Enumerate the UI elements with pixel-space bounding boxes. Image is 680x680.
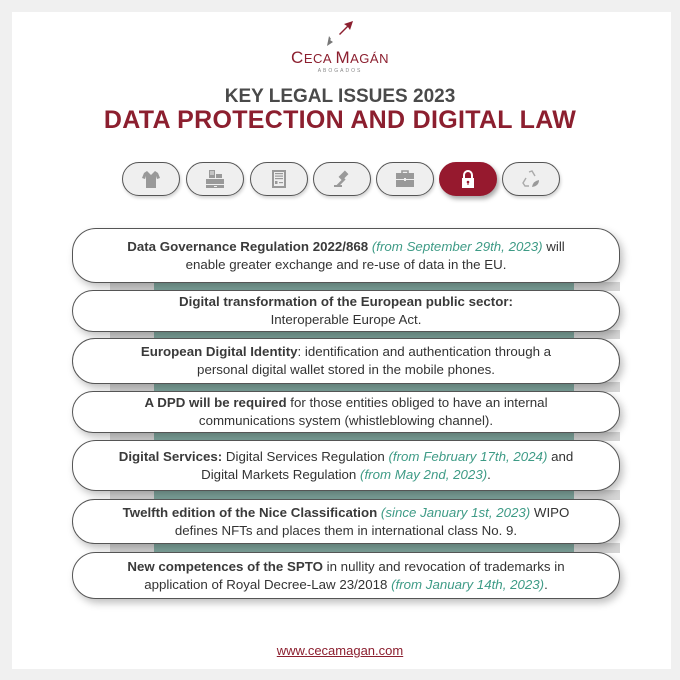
category-button-business[interactable] [376,162,434,196]
category-button-contracts[interactable] [250,162,308,196]
issue-card: Digital Services: Digital Services Regulation (from February 17th, 2024) and Digital Markets Regulation (from May 2nd, 2023). [72,440,620,491]
issue-card: Data Governance Regulation 2022/868 (from September 29th, 2023) will enable greater exchange and re-use of data in the EU. [72,228,620,283]
issue-card: Digital transformation of the European public sector: Interoperable Europe Act. [72,290,620,332]
category-button-environment[interactable] [502,162,560,196]
document-icon [268,168,290,190]
page-kicker: KEY LEGAL ISSUES 2023 [224,86,456,107]
issue-card: New competences of the SPTO in nullity and revocation of trademarks in application of Royal Decree-Law 23/2018 (from January 14th, 2023). [72,552,620,599]
arrow-exchange-icon [325,18,355,48]
briefcase-icon [394,168,416,190]
recycle-leaf-icon [520,168,542,190]
website-link[interactable]: www.cecamagan.com [276,643,404,658]
category-button-retail[interactable] [186,162,244,196]
page-title: DATA PROTECTION AND DIGITAL LAW [103,106,577,134]
issue-card: A DPD will be required for those entities obliged to have an internal communications system (whistleblowing channel). [72,391,620,433]
issue-card: Twelfth edition of the Nice Classification (since January 1st, 2023) WIPO defines NFTs and places them in international class No. 9. [72,499,620,544]
category-button-data-protection[interactable] [439,162,497,196]
brand-subtitle: ABOGADOS [317,68,363,74]
category-button-litigation[interactable] [313,162,371,196]
shirt-icon [140,168,162,190]
footer [0,642,680,660]
cash-register-icon [204,168,226,190]
lock-icon [457,168,479,190]
category-button-fashion[interactable] [122,162,180,196]
brand-name: CECA MAGÁN [291,48,389,67]
issue-card: European Digital Identity: identification and authentication through a personal digital wallet stored in the mobile phones. [72,338,620,384]
gavel-icon [331,168,353,190]
